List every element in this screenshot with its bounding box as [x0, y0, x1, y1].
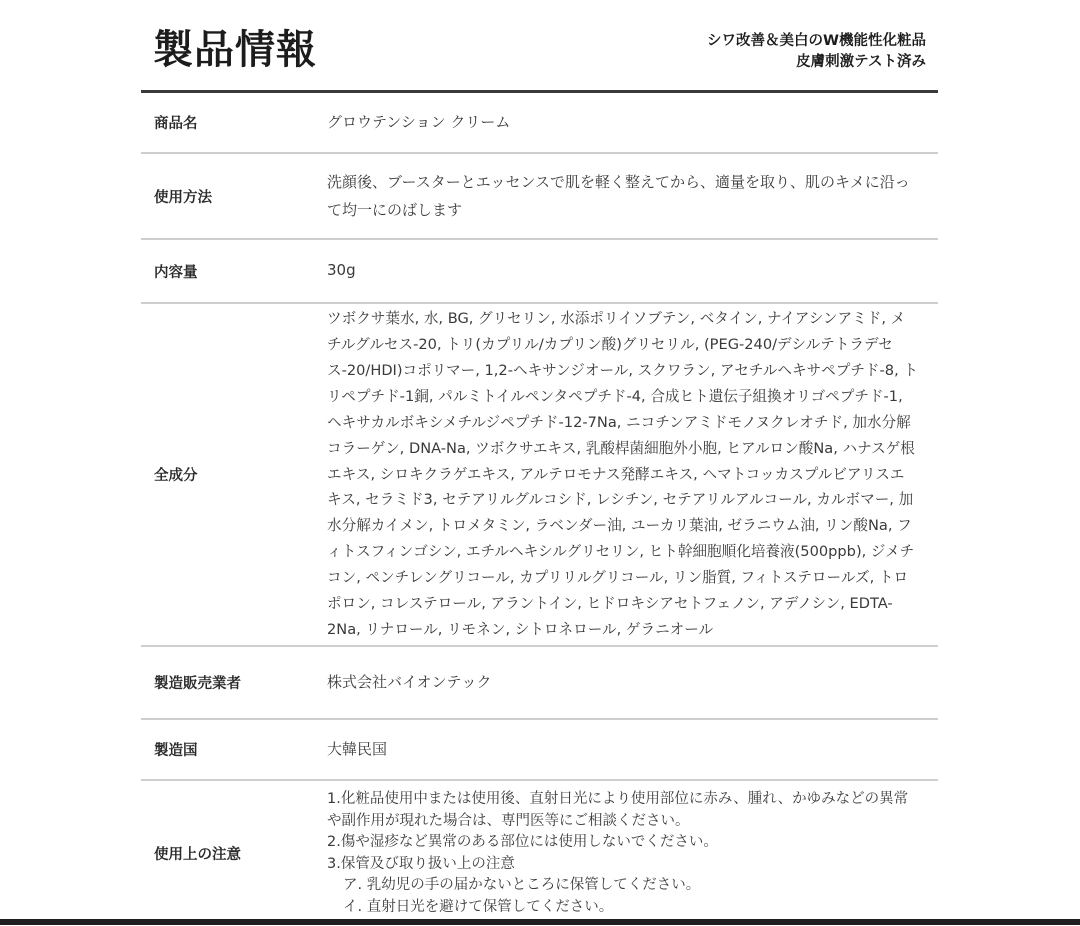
caution-item: 3.保管及び取り扱い上の注意 — [327, 855, 515, 872]
row-label: 製造国 — [154, 743, 198, 759]
header-subtitle — [707, 31, 926, 73]
caution-subitem: イ. 直射日光を避けて保管してください。 — [343, 898, 614, 915]
subtitle-test-claim: 皮膚刺激テスト済み — [796, 54, 926, 70]
table-row-caution — [141, 781, 938, 926]
row-value: グロウテンション クリーム — [327, 112, 511, 131]
table-row-manufacturer — [141, 647, 938, 720]
page-title: 製品情報 — [153, 27, 317, 73]
caution-content — [327, 789, 938, 918]
row-label: 内容量 — [154, 264, 198, 281]
info-table — [141, 93, 938, 926]
row-value: 大韓民国 — [327, 739, 388, 758]
subtitle-feature-claim: シワ改善＆美白のW機能性化粧品 — [707, 33, 926, 49]
row-label: 製造販売業者 — [154, 676, 241, 692]
table-row-usage — [141, 154, 938, 240]
row-value: 洗顔後、ブースターとエッセンスで肌を軽く整えてから、適量を取り、肌のキメに沿って均一にのばします — [327, 173, 910, 219]
caution-item: 2.傷や湿疹など異常のある部位には使用しないでください。 — [327, 834, 718, 850]
table-row-volume — [141, 240, 938, 304]
caution-subitem: ア. 乳幼児の手の届かないところに保管してください。 — [343, 877, 701, 893]
caution-item: 1.化粧品使用中または使用後、直射日光により使用部位に赤み、腫れ、かゆみなどの異常や副作用が現れた場合は、専門医等にご相談ください。 — [327, 791, 909, 829]
ingredients-list: ツボクサ葉水, 水, BG, グリセリン, 水添ポリイソブテン, ベタイン, ナイアシンアミド, メチルグルセス-20, トリ(カプリル/カプリン酸)グリセリル, (PEG-240/デシルテトラデセス-20/HDI)コポリマー, 1,2-ヘキサンジオール, スクワラン, アセチルヘキサペプチド-8, トリペプチド-1銅, パルミトイルペンタペプチド-4, 合成ヒト遺伝子組換オリゴペプチド-1, ヘキサカルボキシメチルジペプチド-12-7Na, ニコチンアミドモノヌクレオチド, 加水分解コラーゲン, DNA-Na, ツボクサエキス, 乳酸桿菌細胞外小胞, ヒアルロン酸Na, ハナスゲ根エキス, シロキクラゲエキス, アルテロモナス発酵エキス, ヘマトコッカスプルビアリスエキス, セラミド3, セテアリルグルコシド, レシチン, セテアリルアルコール, カルボマー, 加水分解カイメン, トロメタミン, ラベンダー油, ユーカリ葉油, ゼラニウム油, リン酸Na, フィトスフィンゴシン, エチルヘキシルグリセリン, ヒト幹細胞順化培養液(500ppb), ジメチコン, ペンチレングリコール, カプリリルグリコール, リン脂質, フィトステロールズ, トロポロン, コレステロール, アラントイン, ヒドロキシアセトフェノン, アデノシン, EDTA-2Na, リナロール, リモネン, シトロネロール, ゲラニオール — [327, 310, 918, 638]
product-info-sheet — [141, 0, 938, 915]
table-row-country — [141, 720, 938, 781]
table-row-ingredients — [141, 304, 938, 647]
row-label: 使用上の注意 — [154, 847, 241, 863]
row-value: 株式会社バイオンテック — [327, 672, 492, 691]
header — [141, 0, 938, 91]
row-value: 30g — [327, 261, 356, 280]
bottom-edge-bar — [0, 919, 1080, 925]
row-label: 使用方法 — [154, 189, 212, 206]
row-label: 全成分 — [154, 468, 198, 484]
row-label: 商品名 — [154, 116, 198, 132]
table-row-product-name — [141, 93, 938, 154]
caution-list — [327, 789, 918, 918]
